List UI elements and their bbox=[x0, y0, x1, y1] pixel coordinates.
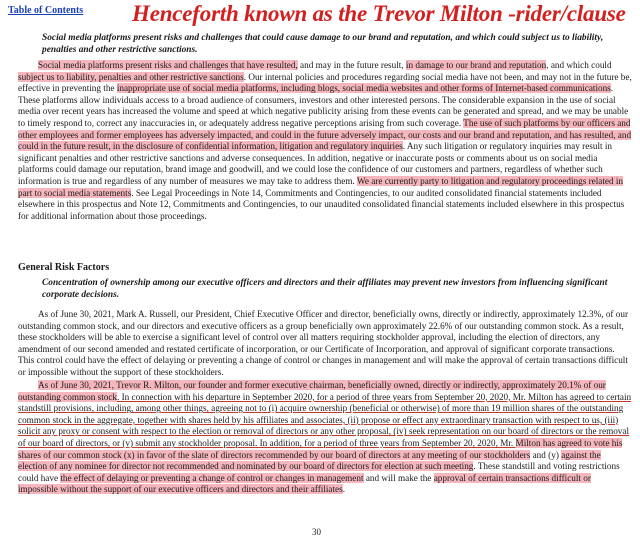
highlight: inappropriate use of social media platforms, including blogs, social media websites and other forms of Internet-based communications bbox=[116, 83, 611, 94]
highlight: We are currently party to litigation and regulatory proceedings related in part to social media statements bbox=[18, 175, 624, 198]
highlight: against the election of any nominee for director not recommended and nominated by our board of directors for election at such meeting bbox=[18, 449, 601, 472]
text-run: . These platforms allow individuals access to a broad audience of consumers, investors and other interested persons. The considerable expansion in the use of social media over recent years has increased the volume and speed at which negative publicity arising from these events can be generated and spread, and we may be unable to timely respond to, correct any inaccuracies in, or adequately address negative perceptions arising from such coverage. bbox=[18, 83, 629, 128]
paragraph-ownership-milton bbox=[18, 380, 632, 496]
risk-factor-heading-social-media: Social media platforms present risks and challenges that could cause damage to our brand and reputation, and which could subject us to liability, penalties and other restrictive sanctions. bbox=[42, 33, 604, 55]
highlight: in damage to our brand and reputation bbox=[405, 60, 547, 70]
text-run: . These standstill and voting restrictions could have bbox=[18, 461, 620, 483]
annotation-banner: Henceforth known as the Trevor Milton -rider/clause bbox=[132, 1, 626, 26]
paragraph-social-media bbox=[18, 60, 632, 222]
highlight: As of June 30, 2021, Trevor R. Milton, our founder and former executive chairman, beneficially owned, directly or indirectly, approximately 20.1% of our outstanding common stock bbox=[18, 380, 606, 402]
text-run: . In connection with his departure in September 2020, for a period of three years from September 20, 2020, Mr. Milton has agreed to certain standstill provisions, including, among other things, agreeing not to (i) acquire ownership (beneficial or otherwise) of more than 19 million shares of the outstanding common stock in the aggregate, together with shares held by his affiliates and associates, (ii) propose or effect any extraordinary transaction with respect to us, (iii) solicit any proxy or consent with respect to the election or removal of directors or any other proposal, (iv) seek representation on our board of directors or the removal of our board of directors, or (v) submit any stockholder proposal. In addition, for a period of three years from September 20, 2020, Mr. bbox=[18, 391, 632, 448]
highlight: the effect of delaying or preventing a change of control or changes in management bbox=[60, 472, 364, 483]
highlight: Milton has agreed to vote his shares of our common stock (x) in favor of the slate of directors recommended by our board of directors at any meeting of our stockholders bbox=[18, 437, 623, 460]
table-of-contents-link[interactable]: Table of Contents bbox=[8, 5, 84, 16]
highlight: Social media platforms present risks and challenges that have resulted, bbox=[38, 60, 298, 70]
text-run: . Our internal policies and procedures regarding social media have not been, and may not in the future be, effective in preventing the bbox=[18, 71, 632, 94]
paragraph-ownership-russell bbox=[18, 309, 632, 379]
text-run: and (y) bbox=[530, 449, 562, 460]
highlight: The use of such platforms by our officers and other employees and former employees has adversely impacted, and could in the future adversely impact, our costs and our brand and reputation, and has resulted, and could in the future result, in the disclosure of confidential information, litigation and regulatory inquiries bbox=[18, 117, 632, 152]
text-run: . Any such litigation or regulatory inquiries may result in significant penalties and other restrictive sanctions and adverse consequences. In addition, negative or inaccurate posts or comments about us on social media platforms could damage our reputation, brand image and goodwill, and we could lose the confidence of our customers and partners, regardless of whether such information is true and regardless of any number of measures we may take to address them. bbox=[18, 141, 613, 186]
highlight: approval of certain transactions difficult or impossible without the support of our executive officers and directors and their affiliates bbox=[18, 472, 591, 495]
text-run: As of June 30, 2021, Mark A. Russell, our President, Chief Executive Officer and director, beneficially owns, directly or indirectly, approximately 12.3%, of our outstanding common stock, and our directors and executive officers as a group beneficially own approximately 22.6% of our outstanding common stock. As a result, these stockholders will be able to exercise a significant level of control over all matters requiring stockholder approval, including the election of directors, any amendment of our second amended and restated certificate of incorporation, or our Certificate of Incorporation, and approval of significant corporate transactions. This control could have the effect of delaying or preventing a change of control or changes in management and will make the approval of certain transactions difficult or impossible without the support of these stockholders. bbox=[18, 309, 629, 377]
text-run: , and which could bbox=[546, 60, 612, 70]
highlight: subject us to liability, penalties and other restrictive sanctions bbox=[18, 71, 244, 82]
risk-factor-heading-ownership: Concentration of ownership among our executive officers and directors and their affiliates may prevent new investors from influencing significant corporate decisions. bbox=[42, 278, 608, 300]
page-number: 30 bbox=[312, 527, 321, 537]
text-run: . bbox=[342, 484, 346, 495]
section-title-general-risk-factors: General Risk Factors bbox=[18, 262, 110, 273]
text-run: and will make the bbox=[363, 472, 434, 483]
text-run: and may in the future result, bbox=[297, 60, 406, 70]
text-run: . See Legal Proceedings in Note 14, Commitments and Contingencies, to our audited consolidated financial statements included elsewhere in this prospectus and Note 12, Commitments and Contingencies, to our unaudited consolidated financial statements included elsewhere in this prospectus for additional information about those proceedings. bbox=[18, 187, 625, 221]
